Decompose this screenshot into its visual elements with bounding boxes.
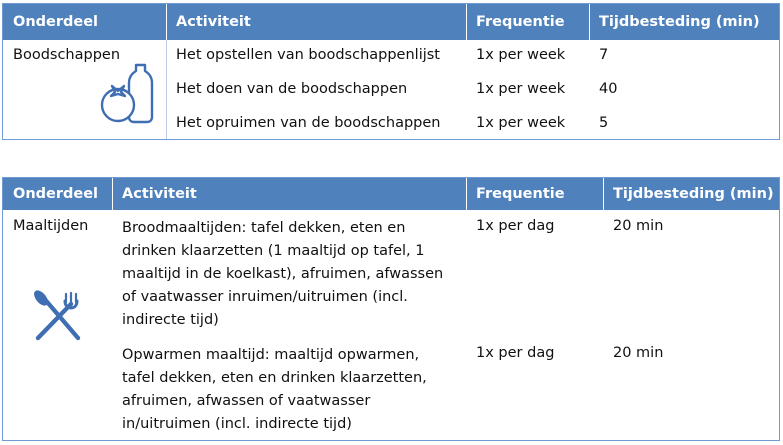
activity-line: Broodmaaltijden: tafel dekken, eten en: [122, 220, 406, 236]
activity-line: of vaatwasser inruimen/uitruimen (incl.: [122, 289, 408, 305]
activity-line: afruimen, afwassen of vaatwasser: [122, 393, 371, 409]
header-frequentie: Frequentie: [476, 186, 565, 202]
column-divider: [166, 40, 167, 139]
grocery-icon: [96, 62, 158, 124]
section-label: Maaltijden: [13, 218, 89, 234]
frequency-cell: 1x per dag: [476, 345, 555, 361]
frequency-cell: 1x per week: [476, 81, 566, 97]
activity-line: in/uitruimen (incl. indirecte tijd): [122, 416, 352, 432]
header-tijdbesteding: Tijdbesteding (min): [599, 14, 760, 30]
activity-cell: Het opruimen van de boodschappen: [176, 115, 441, 131]
header-onderdeel: Onderdeel: [13, 14, 99, 30]
activity-cell: Het opstellen van boodschappenlijst: [176, 47, 440, 63]
header-onderdeel: Onderdeel: [13, 186, 99, 202]
time-cell: 20 min: [613, 345, 664, 361]
table-header: [3, 4, 779, 40]
header-activiteit: Activiteit: [122, 186, 197, 202]
activity-line: Opwarmen maaltijd: maaltijd opwarmen,: [122, 347, 420, 363]
frequency-cell: 1x per week: [476, 47, 566, 63]
frequency-cell: 1x per dag: [476, 218, 555, 234]
activity-line: tafel dekken, eten en drinken klaarzetten,: [122, 370, 427, 386]
fork-knife-icon: [29, 290, 85, 346]
header-divider: [589, 4, 590, 40]
header-activiteit: Activiteit: [176, 14, 251, 30]
activity-cell: Het doen van de boodschappen: [176, 81, 408, 97]
header-tijdbesteding: Tijdbesteding (min): [613, 186, 774, 202]
header-divider: [166, 4, 167, 40]
header-frequentie: Frequentie: [476, 14, 565, 30]
activity-cell: [122, 344, 427, 436]
activity-line: drinken klaarzetten (1 maaltijd op tafel, 1: [122, 243, 425, 259]
section-label: Boodschappen: [13, 47, 121, 63]
activity-line: maaltijd in de koelkast), afruimen, afwassen: [122, 266, 444, 282]
time-cell: 40: [599, 81, 618, 97]
table-header: [3, 178, 779, 210]
time-cell: 7: [599, 47, 609, 63]
activity-line: indirecte tijd): [122, 312, 219, 328]
time-cell: 20 min: [613, 218, 664, 234]
header-divider: [112, 178, 113, 210]
header-divider: [466, 4, 467, 40]
frequency-cell: 1x per week: [476, 115, 566, 131]
activity-cell: [122, 217, 443, 332]
header-divider: [603, 178, 604, 210]
time-cell: 5: [599, 115, 609, 131]
groceries-table: [2, 3, 780, 140]
header-divider: [466, 178, 467, 210]
meals-table: [2, 177, 780, 441]
